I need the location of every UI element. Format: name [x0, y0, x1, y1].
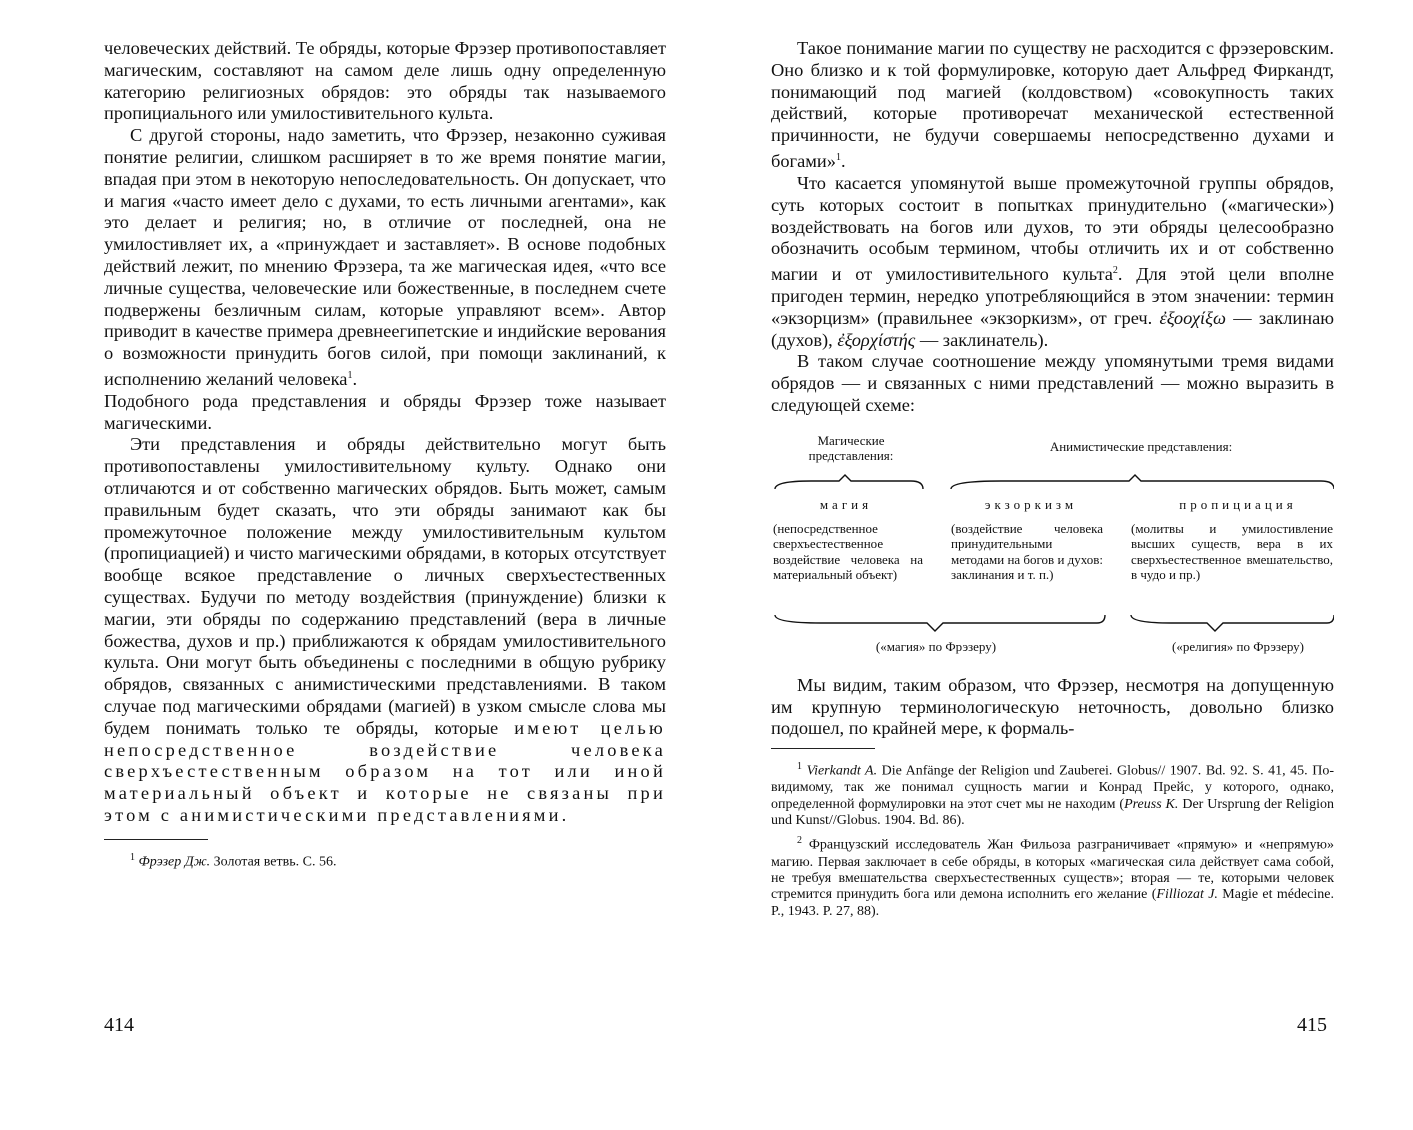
footnote: $^1$ Vierkandt A. Die Anfänge der Religion und Zauberei. Globus// 1907. Bd. 92. S. 41, 45. По-видимому, так же понимал сущность магии и Конрад Прейс, у которого, однако, определенной формулировки на этот счет мы не находим (Preuss K. Der Ursprung der Religion und Kunst//Globus. 1904. Bd. 86).: [771, 761, 1335, 829]
footnote: $^2$ Французский исследователь Жан Фильоза разграничивает «прямую» и «непрямую» магию. Первая заключает в себе обряды, в которых «магическая сила действует сама собой, не требуя вмешательства сверхъестественных существ»; вторая — те, которыми человек стремится принудить бога или демона исполнить его желание (Filliozat J. Magie et médecine. P., 1943. P. 27, 88).: [771, 835, 1334, 919]
label-animist-representations: Анимистические представления:: [1049, 438, 1233, 454]
paragraph: Эти представления и обряды действительно могут быть противопоставлены умилостивительному культу. Однако они отличаются и от собственно магических обрядов. Быть может, самым правильным будет сказать, что эти обряды занимают как бы промежуточное положение между умилостивительным культом (пропициацией) и чисто магическими обрядами, в которых отсутствует вообще всякое представление о личных сверхъестественных существах. Будучи по методу воздействия (принуждение) близки к магии, эти обряды по содержанию представлений (вера в личные божества, духов и пр.) приближаются к обрядам умилостивительного культа. Они могут быть объединены с последними в общую рубрику обрядов, связанных с анимистическими представлениями. В таком случае под магическими обрядами (магией) в узком смысле слова мы будем понимать только те обряды, которые имеют целью непосредственное воздействие человека сверхъестественным образом на тот или иной материальный объект и которые не связаны при этом с анимистическими представлениями.: [104, 434, 666, 826]
left-body-text: [104, 38, 666, 827]
paragraph: В таком случае соотношение между упомянутыми тремя видами обрядов — и связанных с ними представлений — можно выразить в следующей схеме:: [771, 351, 1334, 415]
footnote-divider: [771, 748, 875, 749]
paragraph: Что касается упомянутой выше промежуточной группы обрядов, суть которых состоит в попытках принудительно («магически») воздействовать на богов или духов, то эти обряды целесообразно обозначить особым термином, чтобы отличить их и от собственно магии и от умилостивительного культа$^2$. Для этой цели вполне пригоден термин, нередко употребляющийся в этом значении: термин «экзорцизм» (правильнее «экзоркизм», от греч. ἐξοοχίξω — заклинаю (духов), ἐξορχίστής — заклинатель).: [771, 172, 1335, 350]
column-text-propitiation: (молитвы и умилостивление высших существ, вера в их сверхъестественное вмешательство, в чудо и пр.): [1131, 520, 1333, 583]
scheme-diagram: [771, 433, 1334, 659]
label-magic-by-frazer: («магия» по Фрэзеру): [875, 638, 997, 654]
column-head-propitiation: пропициация: [1179, 496, 1297, 512]
column-head-exorcism: экзоркизм: [984, 496, 1078, 512]
footnote-ref[interactable]: 2: [1112, 265, 1118, 277]
spaced-emphasis: имеют целью непосредственное воздействие человека сверхъестественным образом на тот или иной материальный объект и которые не связаны при этом с анимистическими представлениями.: [104, 717, 666, 826]
column-head-magic: магия: [819, 496, 873, 512]
label-magic-representations: Магические представления:: [808, 432, 894, 464]
right-page: [771, 38, 1334, 924]
footnote-divider: [104, 839, 208, 840]
right-body-text-continued: [771, 675, 1334, 740]
paragraph: С другой стороны, надо заметить, что Фрэзер, незаконно суживая понятие религии, слишком расширяет в то же время понятие магии, впадая при этом в некоторую непоследовательность. Он допускает, что и магия «часто имеет дело с духами, то есть личными агентами», как это делает и религия; но, в отличие от последней, она не умилостивляет их, а «принуждает и заставляет». В основе подобных действий лежит, по мнению Фрэзера, та же магическая идея, «что все личные существа, человеческие или божественные, в последнем счете подвержены безличным силам, которые управляют всем». Автор приводит в качестве примера древнеегипетские и индийские верования о возможности принудить богов силой, при помощи заклинаний, к исполнению желаний человека$^1$.: [104, 125, 666, 390]
paragraph: Подобного рода представления и обряды Фрэзер тоже называет магическими.: [104, 390, 666, 433]
right-body-text: [771, 38, 1334, 417]
column-text-exorcism: (воздействие человека принудительными методами на богов и духов: заклинания и т. п.): [951, 520, 1104, 583]
label-religion-by-frazer: («религия» по Фрэзеру): [1171, 638, 1304, 654]
footnote-ref[interactable]: 1: [835, 151, 841, 163]
paragraph: Такое понимание магии по существу не расходится с фрэзеровским. Оно близко и к той формулировке, которую дает Альфред Фиркандт, понимающий под магией (колдовством) «совокупность таких действий, которые противоречат механической естественной причинности, не будучи совершаемы непосредственно духами и богами»$^1$.: [771, 38, 1334, 172]
footnote: $^1$ Фрэзер Дж. Золотая ветвь. С. 56.: [130, 851, 337, 870]
column-text-magic: (непосредственное сверхъестественное воздействие человека на материальный объект): [773, 520, 923, 583]
paragraph: Мы видим, таким образом, что Фрэзер, несмотря на допущенную им крупную терминологическую неточность, довольно близко подошел, по крайней мере, к формаль-: [771, 674, 1334, 739]
paragraph: человеческих действий. Те обряды, которые Фрэзер противопоставляет магическим, составляют на самом деле лишь одну определенную категорию религиозных обрядов: это обряды так называемого пропициального или умилостивительного культа.: [104, 38, 666, 124]
page-number-left: 414: [104, 1014, 134, 1036]
footnote-ref[interactable]: 1: [347, 369, 353, 381]
left-page: [104, 38, 666, 875]
page-number-right: 415: [1297, 1014, 1327, 1036]
